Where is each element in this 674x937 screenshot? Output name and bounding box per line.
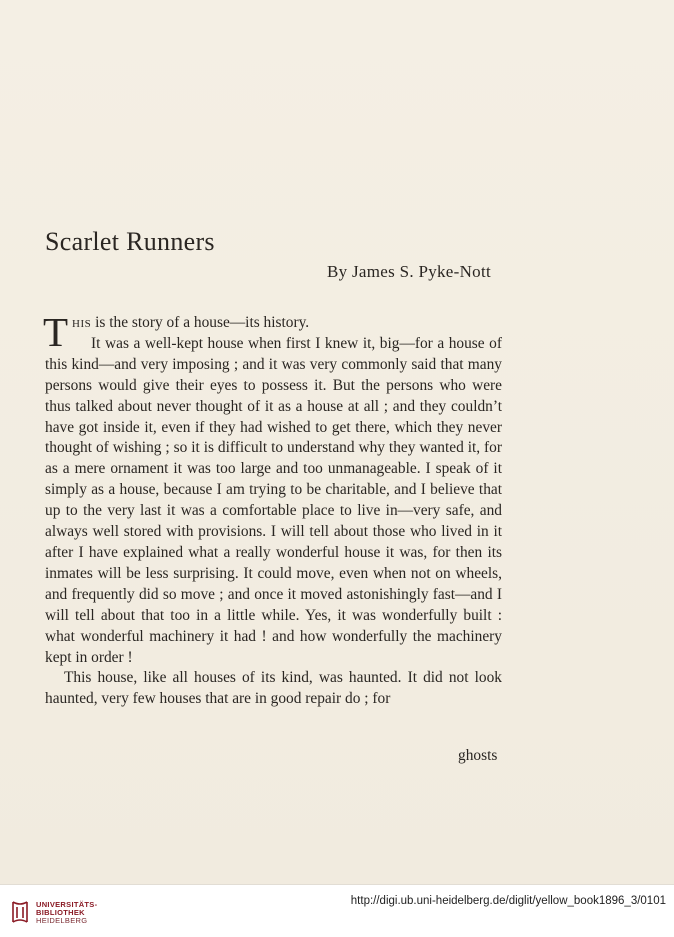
opening-smallcaps: his bbox=[72, 314, 92, 331]
paragraph-2: This house, like all houses of its kind, was haunted. It did not look haunted, very few houses that are in good repair do ; for bbox=[45, 669, 502, 708]
body-text bbox=[43, 309, 502, 710]
library-logo-icon bbox=[10, 899, 30, 925]
page-title: Scarlet Runners bbox=[45, 227, 215, 256]
show-through-text bbox=[150, 55, 610, 165]
viewer-footer bbox=[0, 884, 674, 937]
logo-line-2: BIBLIOTHEK bbox=[36, 908, 85, 917]
opening-rest: is the story of a house—its history. bbox=[91, 314, 310, 331]
source-url[interactable]: http://digi.ub.uni-heidelberg.de/diglit/yellow_book1896_3/0101 bbox=[350, 895, 666, 907]
logo-line-3: HEIDELBERG bbox=[36, 916, 88, 925]
opening-line bbox=[43, 309, 502, 355]
catchword: ghosts bbox=[458, 747, 498, 764]
author-byline: By James S. Pyke-Nott bbox=[327, 262, 492, 281]
drop-cap: T bbox=[43, 309, 69, 355]
paragraph-1: It was a well-kept house when first I knew it, big—for a house of this kind—and very imposing ; and it was very commonly said that many persons would give their eyes to possess it. But the persons who were thus talked about never thought of it as a house at all ; and they couldn’t have got inside it, even if they had wished to get there, which they never thought of wishing ; so it is difficult to understand why they wanted it, for as a mere ornament it was too large and too unmanageable. I speak of it simply as a house, because I am trying to be charitable, and I believe that up to the very last it was a comfortable place to live in—very safe, and always well stored with provisions. I will tell about those who lived in it after I have explained what a really wonderful house it was, for then its inmates will be less surprising. It could move, even when not on wheels, and frequently did so move ; and once it moved astonishingly fast—and I will tell about that too in a little while. Yes, it was wonderfully built : what wonderful machinery it had ! and how wonderfully the machinery kept in order ! bbox=[45, 334, 502, 666]
logo-line-1: UNIVERSITÄTS- bbox=[36, 900, 98, 909]
library-logo-text bbox=[36, 901, 97, 925]
